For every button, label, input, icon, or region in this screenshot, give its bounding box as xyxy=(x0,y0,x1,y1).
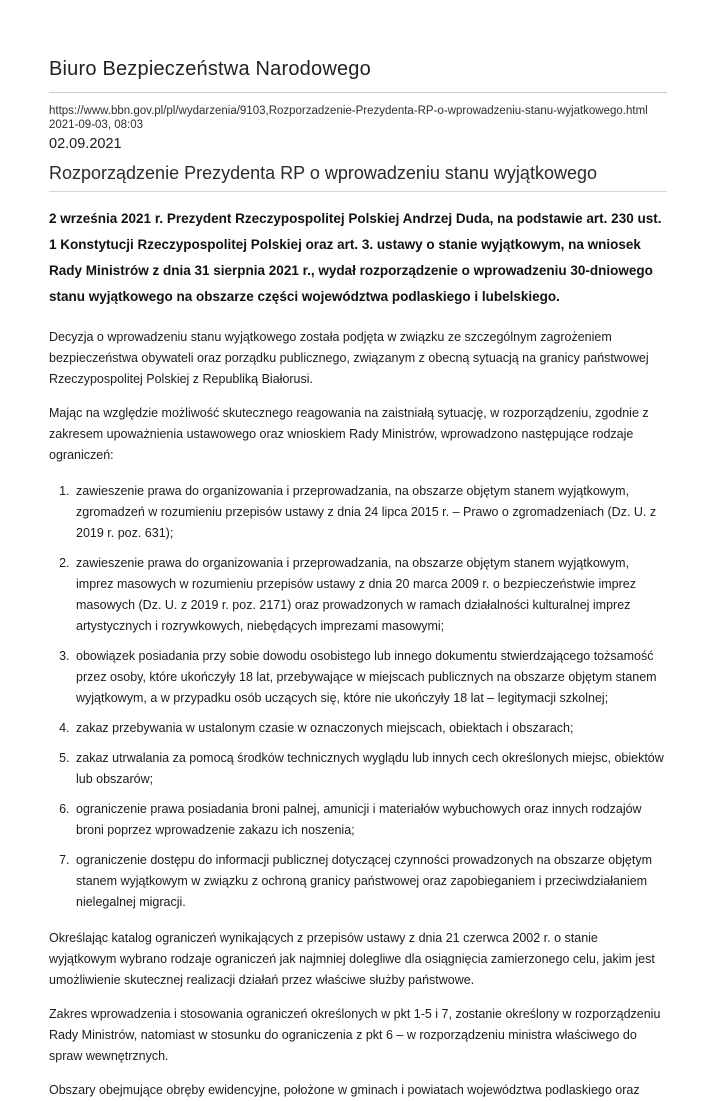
paragraph-decision: Decyzja o wprowadzeniu stanu wyjątkowego została podjęta w związku ze szczególnym zagrożeniem bezpieczeństwa obywateli oraz porządku publicznego, związanym z obecną sytuacją na granicy państwowej Rzeczypospolitej Polskiej z Republiką Białorusi. xyxy=(49,330,649,386)
paragraph-areas-truncated: Obszary obejmujące obręby ewidencyjne, położone w gminach i powiatach województwa podlaskiego oraz xyxy=(49,1083,640,1097)
article-meta xyxy=(49,104,667,153)
header-divider xyxy=(49,92,667,93)
restrictions-list xyxy=(49,481,667,913)
restriction-item-5: 5. zakaz utrwalania za pomocą środków technicznych wyglądu lub innych cech określonych miejsc, obiektów lub obszarów; xyxy=(73,748,667,790)
source-url: https://www.bbn.gov.pl/pl/wydarzenia/9103,Rozporzadzenie-Prezydenta-RP-o-wprowadzeniu-stanu-wyjatkowego.html xyxy=(49,105,648,117)
restriction-item-3: 3. obowiązek posiadania przy sobie dowodu osobistego lub innego dokumentu stwierdzającego tożsamość przez osoby, które ukończyły 18 lat, przebywające w miejscach publicznych na obszarze objętym stanem wyjątkowym, a w przypadku osób uczących się, które nie ukończyły 18 lat – legitymacji szkolnej; xyxy=(73,646,667,709)
print-timestamp: 2021-09-03, 08:03 xyxy=(49,119,143,131)
restriction-item-4: 4. zakaz przebywania w ustalonym czasie w oznaczonych miejscach, obiektach i obszarach; xyxy=(73,718,667,739)
paragraph-intro-restrictions: Mając na względzie możliwość skutecznego reagowania na zaistniałą sytuację, w rozporządzeniu, zgodnie z zakresem upoważnienia ustawowego oraz wnioskiem Rady Ministrów, wprowadzono następujące rodzaje ograniczeń: xyxy=(49,406,649,462)
lead-paragraph: 2 września 2021 r. Prezydent Rzeczypospolitej Polskiej Andrzej Duda, na podstawie art. 230 ust. 1 Konstytucji Rzeczypospolitej Polskiej oraz art. 3. ustawy o stanie wyjątkowym, na wniosek Rady Ministrów z dnia 31 sierpnia 2021 r., wydał rozporządzenie o wprowadzeniu 30-dniowego stanu wyjątkowego na obszarze części województwa podlaskiego i lubelskiego. xyxy=(49,211,662,304)
restriction-item-1: 1. zawieszenie prawa do organizowania i przeprowadzania, na obszarze objętym stanem wyjątkowym, zgromadzeń w rozumieniu przepisów ustawy z dnia 24 lipca 2015 r. – Prawo o zgromadzeniach (Dz. U. z 2019 r. poz. 631); xyxy=(73,481,667,544)
page-header xyxy=(49,58,667,192)
paragraph-scope: Zakres wprowadzenia i stosowania ograniczeń określonych w pkt 1-5 i 7, zostanie określony w rozporządzeniu Rady Ministrów, natomiast w stosunku do ograniczenia z pkt 6 – w rozporządzeniu ministra właściwego do spraw wewnętrznych. xyxy=(49,1007,661,1063)
article-body xyxy=(49,206,667,1101)
site-title: Biuro Bezpieczeństwa Narodowego xyxy=(49,58,371,80)
article-date: 02.09.2021 xyxy=(49,136,122,152)
restriction-item-6: 6. ograniczenie prawa posiadania broni palnej, amunicji i materiałów wybuchowych oraz innych rodzajów broni poprzez wprowadzenie zakazu ich noszenia; xyxy=(73,799,667,841)
restriction-item-7: 7. ograniczenie dostępu do informacji publicznej dotyczącej czynności prowadzonych na obszarze objętym stanem wyjątkowym w związku z ochroną granicy państwowej oraz zapobieganiem i przeciwdziałaniem nielegalnej migracji. xyxy=(73,850,667,913)
article-title: Rozporządzenie Prezydenta RP o wprowadzeniu stanu wyjątkowego xyxy=(49,163,597,183)
paragraph-catalog: Określając katalog ograniczeń wynikających z przepisów ustawy z dnia 21 czerwca 2002 r. o stanie wyjątkowym wybrano rodzaje ograniczeń jak najmniej dolegliwe dla osiągnięcia zamierzonego celu, jakim jest umożliwienie skutecznej realizacji działań przez właściwe służby państwowe. xyxy=(49,931,655,987)
title-divider xyxy=(49,191,667,192)
restriction-item-2: 2. zawieszenie prawa do organizowania i przeprowadzania, na obszarze objętym stanem wyjątkowym, imprez masowych w rozumieniu przepisów ustawy z dnia 20 marca 2009 r. o bezpieczeństwie imprez masowych (Dz. U. z 2019 r. poz. 2171) oraz prowadzonych w ramach działalności kulturalnej imprez artystycznych i rozrywkowych, niebędących imprezami masowymi; xyxy=(73,553,667,637)
